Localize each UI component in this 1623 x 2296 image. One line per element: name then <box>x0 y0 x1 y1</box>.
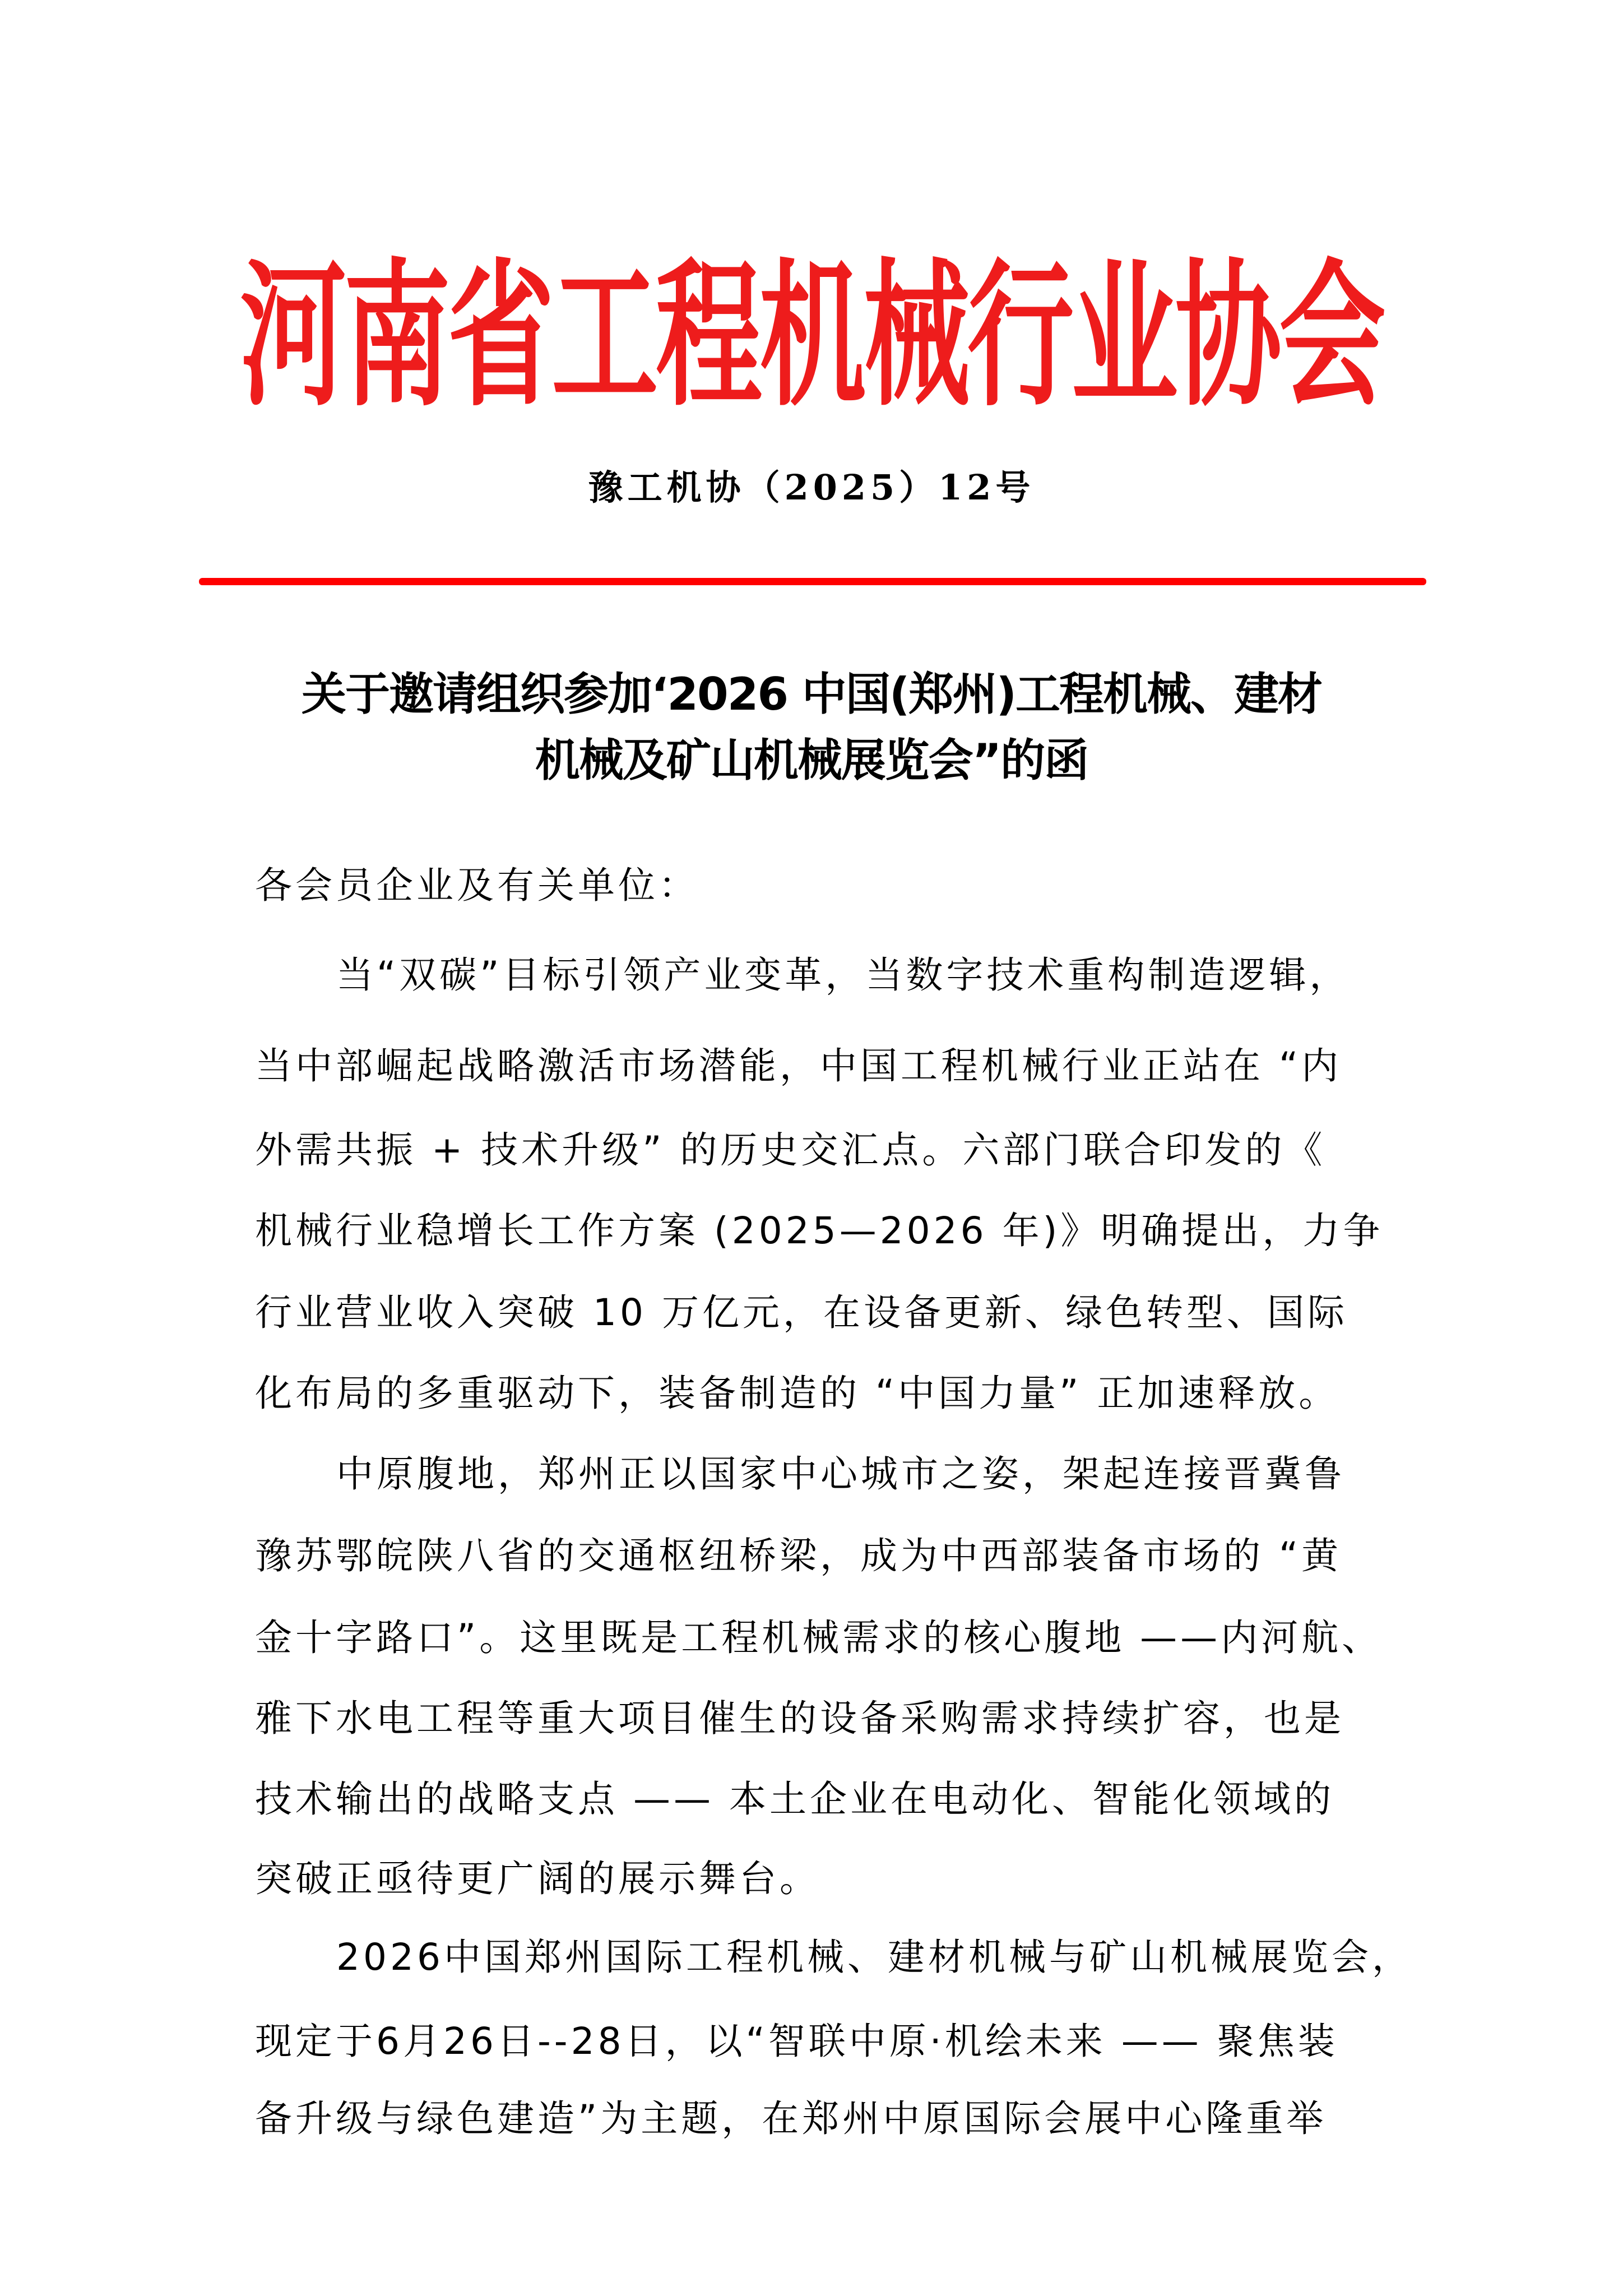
paragraph-1-line-6: 化布局的多重驱动下，装备制造的 “中国力量” 正加速释放。 <box>255 1372 1339 1415</box>
paragraph-3-line-3: 备升级与绿色建造”为主题，在郑州中原国际会展中心隆重举 <box>255 2097 1327 2140</box>
red-divider-rule <box>199 578 1426 585</box>
paragraph-1-line-5: 行业营业收入突破 10 万亿元，在设备更新、绿色转型、国际 <box>255 1291 1348 1334</box>
letter-title-line-1: 关于邀请组织参加‘2026 中国(郑州)工程机械、建材 <box>301 668 1322 720</box>
paragraph-3-line-2: 现定于6月26日--28日，以“智联中原·机绘未来 —— 聚焦装 <box>255 2020 1338 2063</box>
salutation: 各会员企业及有关单位： <box>255 864 699 907</box>
letter-title <box>168 661 1455 794</box>
paragraph-2-line-3: 金十字路口”。这里既是工程机械需求的核心腹地 ——内河航、 <box>255 1616 1383 1659</box>
paragraph-1-line-2: 当中部崛起战略激活市场潜能，中国工程机械行业正站在 “内 <box>255 1044 1342 1087</box>
organization-masthead: 河南省工程机械行业协会 <box>240 244 1383 428</box>
paragraph-1-line-4: 机械行业稳增长工作方案 (2025—2026 年)》明确提出，力争 <box>255 1209 1384 1252</box>
paragraph-3-line-1: 2026中国郑州国际工程机械、建材机械与矿山机械展览会， <box>336 1936 1412 1979</box>
letter-title-line-2: 机械及矿山机械展览会”的函 <box>535 734 1088 786</box>
paragraph-2-line-6: 突破正亟待更广阔的展示舞台。 <box>255 1857 820 1900</box>
paragraph-2-line-5: 技术输出的战略支点 —— 本土企业在电动化、智能化领域的 <box>255 1777 1334 1821</box>
paragraph-1-line-1: 当“双碳”目标引领产业变革，当数字技术重构制造逻辑， <box>336 953 1350 997</box>
paragraph-2-line-2: 豫苏鄂皖陕八省的交通枢纽桥梁，成为中西部装备市场的 “黄 <box>255 1534 1342 1577</box>
paragraph-2-line-4: 雅下水电工程等重大项目催生的设备采购需求持续扩容，也是 <box>255 1697 1344 1740</box>
paragraph-2-line-1: 中原腹地，郑州正以国家中心城市之姿，架起连接晋冀鲁 <box>336 1452 1345 1496</box>
document-number: 豫工机协（2025）12号 <box>588 467 1035 508</box>
paragraph-1-line-3: 外需共振 + 技术升级” 的历史交汇点。六部门联合印发的《 <box>255 1128 1326 1172</box>
